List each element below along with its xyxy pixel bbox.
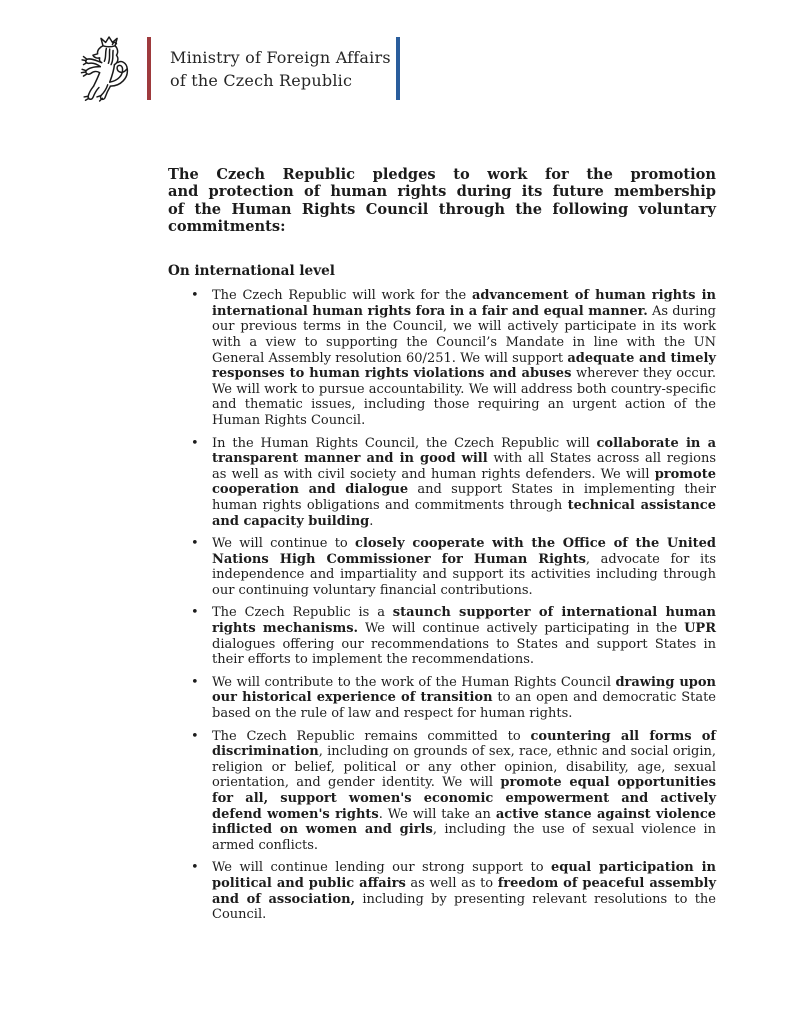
commitment-item: • The Czech Republic remains committed to countering all forms of discrimination, including on grounds of sex, race, ethnic and social origin, religion or belief, political or any other opinion, disability, age, sexual orientation, and gender identity. We will promote equal opportunities for all, support women's economic empowerment and actively defend women's rights. We will take an active stance against violence inflicted on women and girls, including the use of sexual violence in armed conflicts. <box>168 729 716 854</box>
commitment-item: • In the Human Rights Council, the Czech Republic will collaborate in a transparent manner and in good will with all States across all regions as well as with civil society and human rights defenders. We will promote cooperation and dialogue and support States in implementing their human rights obligations and commitments through technical assistance and capacity building. <box>168 436 716 530</box>
title-line: of the Human Rights Council through the following voluntary <box>168 200 716 218</box>
section-heading: On international level <box>168 263 335 280</box>
commitment-item: • We will contribute to the work of the Human Rights Council drawing upon our historical experience of transition to an open and democratic State based on the rule of law and respect for human rights. <box>168 675 716 722</box>
commitment-item: • We will continue lending our strong support to equal participation in political and public affairs as well as to freedom of peaceful assembly and of association, including by presenting relevant resolutions to the Council. <box>168 860 716 922</box>
title-line: and protection of human rights during its future membership <box>168 183 716 201</box>
document-body <box>168 166 716 923</box>
commitments-list <box>168 288 716 923</box>
commitment-item: • The Czech Republic will work for the advancement of human rights in international human rights fora in a fair and equal manner. As during our previous terms in the Council, we will actively participate in its work with a view to supporting the Council’s Mandate in line with the UN General Assembly resolution 60/251. We will support adequate and timely responses to human rights violations and abuses wherever they occur. We will work to pursue accountability. We will address both country-specific and thematic issues, including those requiring an urgent action of the Human Rights Council. <box>168 288 716 428</box>
ministry-name-line2: of the Czech Republic <box>170 71 353 90</box>
commitment-item: • We will continue to closely cooperate with the Office of the United Nations High Commissioner for Human Rights, advocate for its independence and impartiality and support its activities including through our continuing voluntary financial contributions. <box>168 536 716 598</box>
red-divider-bar <box>147 37 151 100</box>
commitment-item: • The Czech Republic is a staunch supporter of international human rights mechanisms. We will continue actively participating in the UPR dialogues offering our recommendations to States and support States in their efforts to implement the recommendations. <box>168 605 716 667</box>
ministry-letterhead <box>68 33 732 105</box>
ministry-name-line1: Ministry of Foreign Affairs <box>170 48 391 67</box>
blue-divider-bar <box>396 37 400 100</box>
document-title <box>168 166 716 235</box>
title-line: The Czech Republic pledges to work for the promotion <box>168 166 716 183</box>
czech-lion-emblem-icon <box>68 35 138 105</box>
ministry-name <box>170 46 391 92</box>
title-line: commitments: <box>168 217 286 235</box>
